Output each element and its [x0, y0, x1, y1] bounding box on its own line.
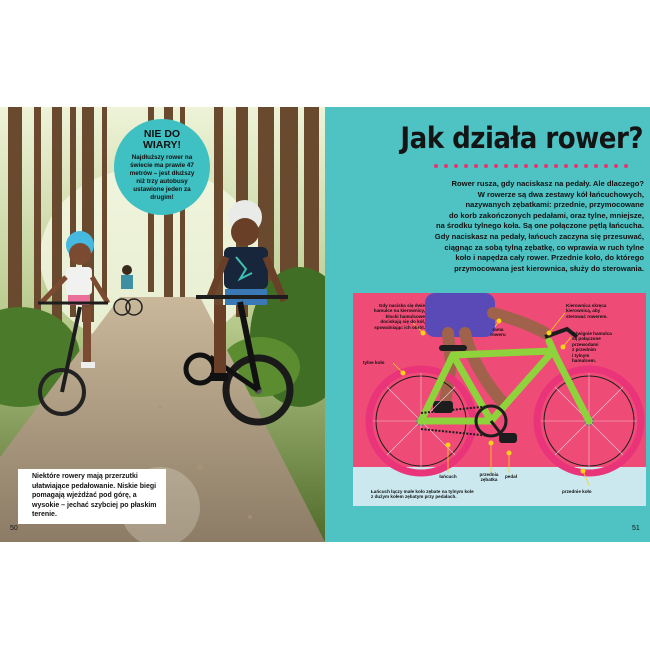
- label-line: Łańcuch łączy małe koło zębate na tylnym kole: [371, 489, 474, 494]
- dotted-divider: [433, 163, 633, 169]
- bicycle-diagram: [353, 293, 646, 506]
- label-line: klocki hamulcowe: [385, 313, 425, 319]
- label-line: hamulce na kierownicy,: [373, 308, 425, 314]
- label-line: roweru: [490, 332, 506, 338]
- label-line: hamulcem.: [572, 358, 596, 364]
- label-line: z dużym kołem zębatym przy pedałach.: [371, 494, 457, 500]
- label-line: przednia: [479, 472, 499, 477]
- label-pedal: pedał: [505, 474, 517, 479]
- label-line: przewodami: [572, 341, 599, 347]
- label-rear-wheel: tylne koło: [363, 360, 385, 365]
- label-line: i tylnym: [572, 352, 590, 358]
- fact-title-line1: NIE DO: [143, 128, 181, 140]
- body-line: W rowerze są dwa zestawy kół łańcuchowych,: [477, 189, 644, 199]
- label-brake-levers: [572, 331, 622, 363]
- label-line: zębatka: [480, 477, 498, 483]
- body-line: Gdy naciskasz na pedały, łańcuch zaczyna się przesuwać,: [434, 231, 644, 241]
- label-line: z przednim: [572, 347, 596, 353]
- label-brakes: [363, 303, 425, 330]
- fact-text: Najdłuższy rower na świecie ma prawie 47 metrów – jest dłuższy niż trzy autobusy ustawione jeden za drugim!: [129, 154, 195, 201]
- page-title: Jak działa rower?: [400, 121, 643, 155]
- label-chain: łańcuch: [439, 474, 457, 479]
- body-line: na środku tylnego koła. Są one połączone pętlą łańcucha.: [435, 221, 644, 231]
- caption-box: Niektóre rowery mają przerzutki ułatwiające pedałowanie. Niskie biegi pomagają wjeżdżać pod górę, a wysokie – jechać szybciej po płaskim terenie.: [18, 469, 166, 524]
- label-line: dociskają się do kół,: [380, 319, 425, 325]
- label-frame: [481, 327, 515, 338]
- label-line: sterować rowerem.: [566, 313, 608, 319]
- label-line: Gdy naciska się dwie: [378, 303, 425, 308]
- right-page: [325, 107, 650, 542]
- book-spread: [0, 107, 650, 542]
- label-line: spowalniając ich obrót.: [374, 324, 425, 330]
- body-line: przymocowana jest kierownica, służy do sterowania.: [454, 263, 644, 273]
- label-line: są połączone: [572, 336, 601, 342]
- body-line: do korb zakończonych pedałami, oraz tylne, mniejsze,: [449, 210, 644, 220]
- fact-circle: [114, 119, 210, 215]
- page-number-left: 50: [10, 525, 18, 532]
- label-steering: [566, 303, 628, 319]
- label-line: Kierownica skręca: [566, 303, 607, 308]
- label-chain-description: [371, 489, 511, 500]
- label-line: rama: [492, 327, 504, 332]
- label-line: kierownicą, aby: [566, 308, 601, 314]
- body-line: nazywanych zębatkami: przednie, przymocowane: [465, 200, 644, 210]
- body-line: Rower rusza, gdy naciskasz na pedały. Ale dlaczego?: [451, 179, 644, 188]
- left-page: [0, 107, 325, 542]
- body-text: [385, 179, 644, 274]
- fact-title-line2: WIARY!: [142, 139, 182, 151]
- label-front-wheel: przednie koło: [562, 489, 592, 494]
- page-number-right: 51: [632, 525, 640, 532]
- body-line: ciągnąc za sobą tylną zębatkę, co wprawia w ruch tylne: [444, 242, 644, 252]
- body-line: koło i napędza cały rower. Przednie koło, do którego: [455, 253, 644, 263]
- label-line: Dźwignie hamulca: [572, 331, 612, 336]
